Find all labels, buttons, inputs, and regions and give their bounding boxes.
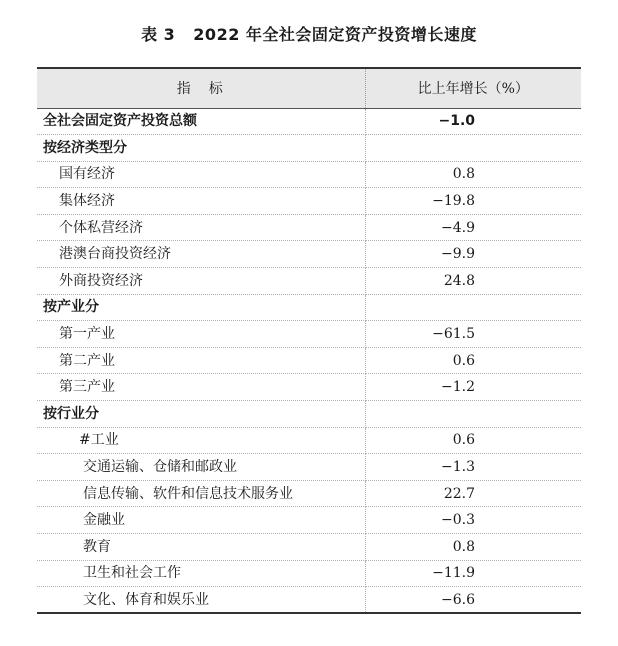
row-label: 外商投资经济 — [37, 268, 365, 295]
row-value: 22.7 — [365, 480, 581, 507]
row-value: −0.3 — [365, 507, 581, 534]
row-value: −11.9 — [365, 560, 581, 587]
statistics-table — [37, 67, 581, 614]
table-row — [37, 587, 581, 614]
table-row — [37, 188, 581, 215]
row-label: 第一产业 — [37, 321, 365, 348]
table-row — [37, 534, 581, 561]
row-value: 0.8 — [365, 161, 581, 188]
section-label: 按经济类型分 — [37, 135, 365, 162]
row-label: 交通运输、仓储和邮政业 — [37, 454, 365, 481]
table-row — [37, 560, 581, 587]
section-label: 按产业分 — [37, 294, 365, 321]
row-label: 第二产业 — [37, 347, 365, 374]
row-value — [365, 401, 581, 428]
row-value — [365, 135, 581, 162]
row-value: 0.8 — [365, 534, 581, 561]
row-value: −19.8 — [365, 188, 581, 215]
table-row — [37, 507, 581, 534]
row-label: 文化、体育和娱乐业 — [37, 587, 365, 614]
table-row — [37, 214, 581, 241]
row-label: 全社会固定资产投资总额 — [37, 108, 365, 135]
table-row-total — [37, 108, 581, 135]
table-row — [37, 374, 581, 401]
row-value — [365, 294, 581, 321]
row-label: 集体经济 — [37, 188, 365, 215]
table-row-section — [37, 401, 581, 428]
row-label: 卫生和社会工作 — [37, 560, 365, 587]
row-value: 24.8 — [365, 268, 581, 295]
row-value: −9.9 — [365, 241, 581, 268]
table-row — [37, 241, 581, 268]
row-label: 港澳台商投资经济 — [37, 241, 365, 268]
row-value: −1.3 — [365, 454, 581, 481]
table-row — [37, 454, 581, 481]
table-row — [37, 268, 581, 295]
table-title — [0, 22, 618, 48]
table-row — [37, 161, 581, 188]
row-label: 信息传输、软件和信息技术服务业 — [37, 480, 365, 507]
table-row — [37, 347, 581, 374]
row-value: −6.6 — [365, 587, 581, 614]
row-label: 教育 — [37, 534, 365, 561]
section-label: 按行业分 — [37, 401, 365, 428]
row-label: #工业 — [37, 427, 365, 454]
row-value: −1.0 — [365, 108, 581, 135]
header-growth: 比上年增长（%） — [365, 68, 581, 108]
row-label: 第三产业 — [37, 374, 365, 401]
row-label: 金融业 — [37, 507, 365, 534]
row-label: 个体私营经济 — [37, 214, 365, 241]
row-value: 0.6 — [365, 427, 581, 454]
table-row — [37, 321, 581, 348]
table-row — [37, 480, 581, 507]
table-title-text: 2022 年全社会固定资产投资增长速度 — [193, 25, 477, 44]
table-row-section — [37, 135, 581, 162]
row-label: 国有经济 — [37, 161, 365, 188]
table-row-section — [37, 294, 581, 321]
header-indicator: 指 标 — [37, 68, 365, 108]
table-number: 表 3 — [141, 25, 176, 44]
table-row — [37, 427, 581, 454]
row-value: −4.9 — [365, 214, 581, 241]
row-value: 0.6 — [365, 347, 581, 374]
row-value: −1.2 — [365, 374, 581, 401]
table-header-row — [37, 68, 581, 108]
row-value: −61.5 — [365, 321, 581, 348]
